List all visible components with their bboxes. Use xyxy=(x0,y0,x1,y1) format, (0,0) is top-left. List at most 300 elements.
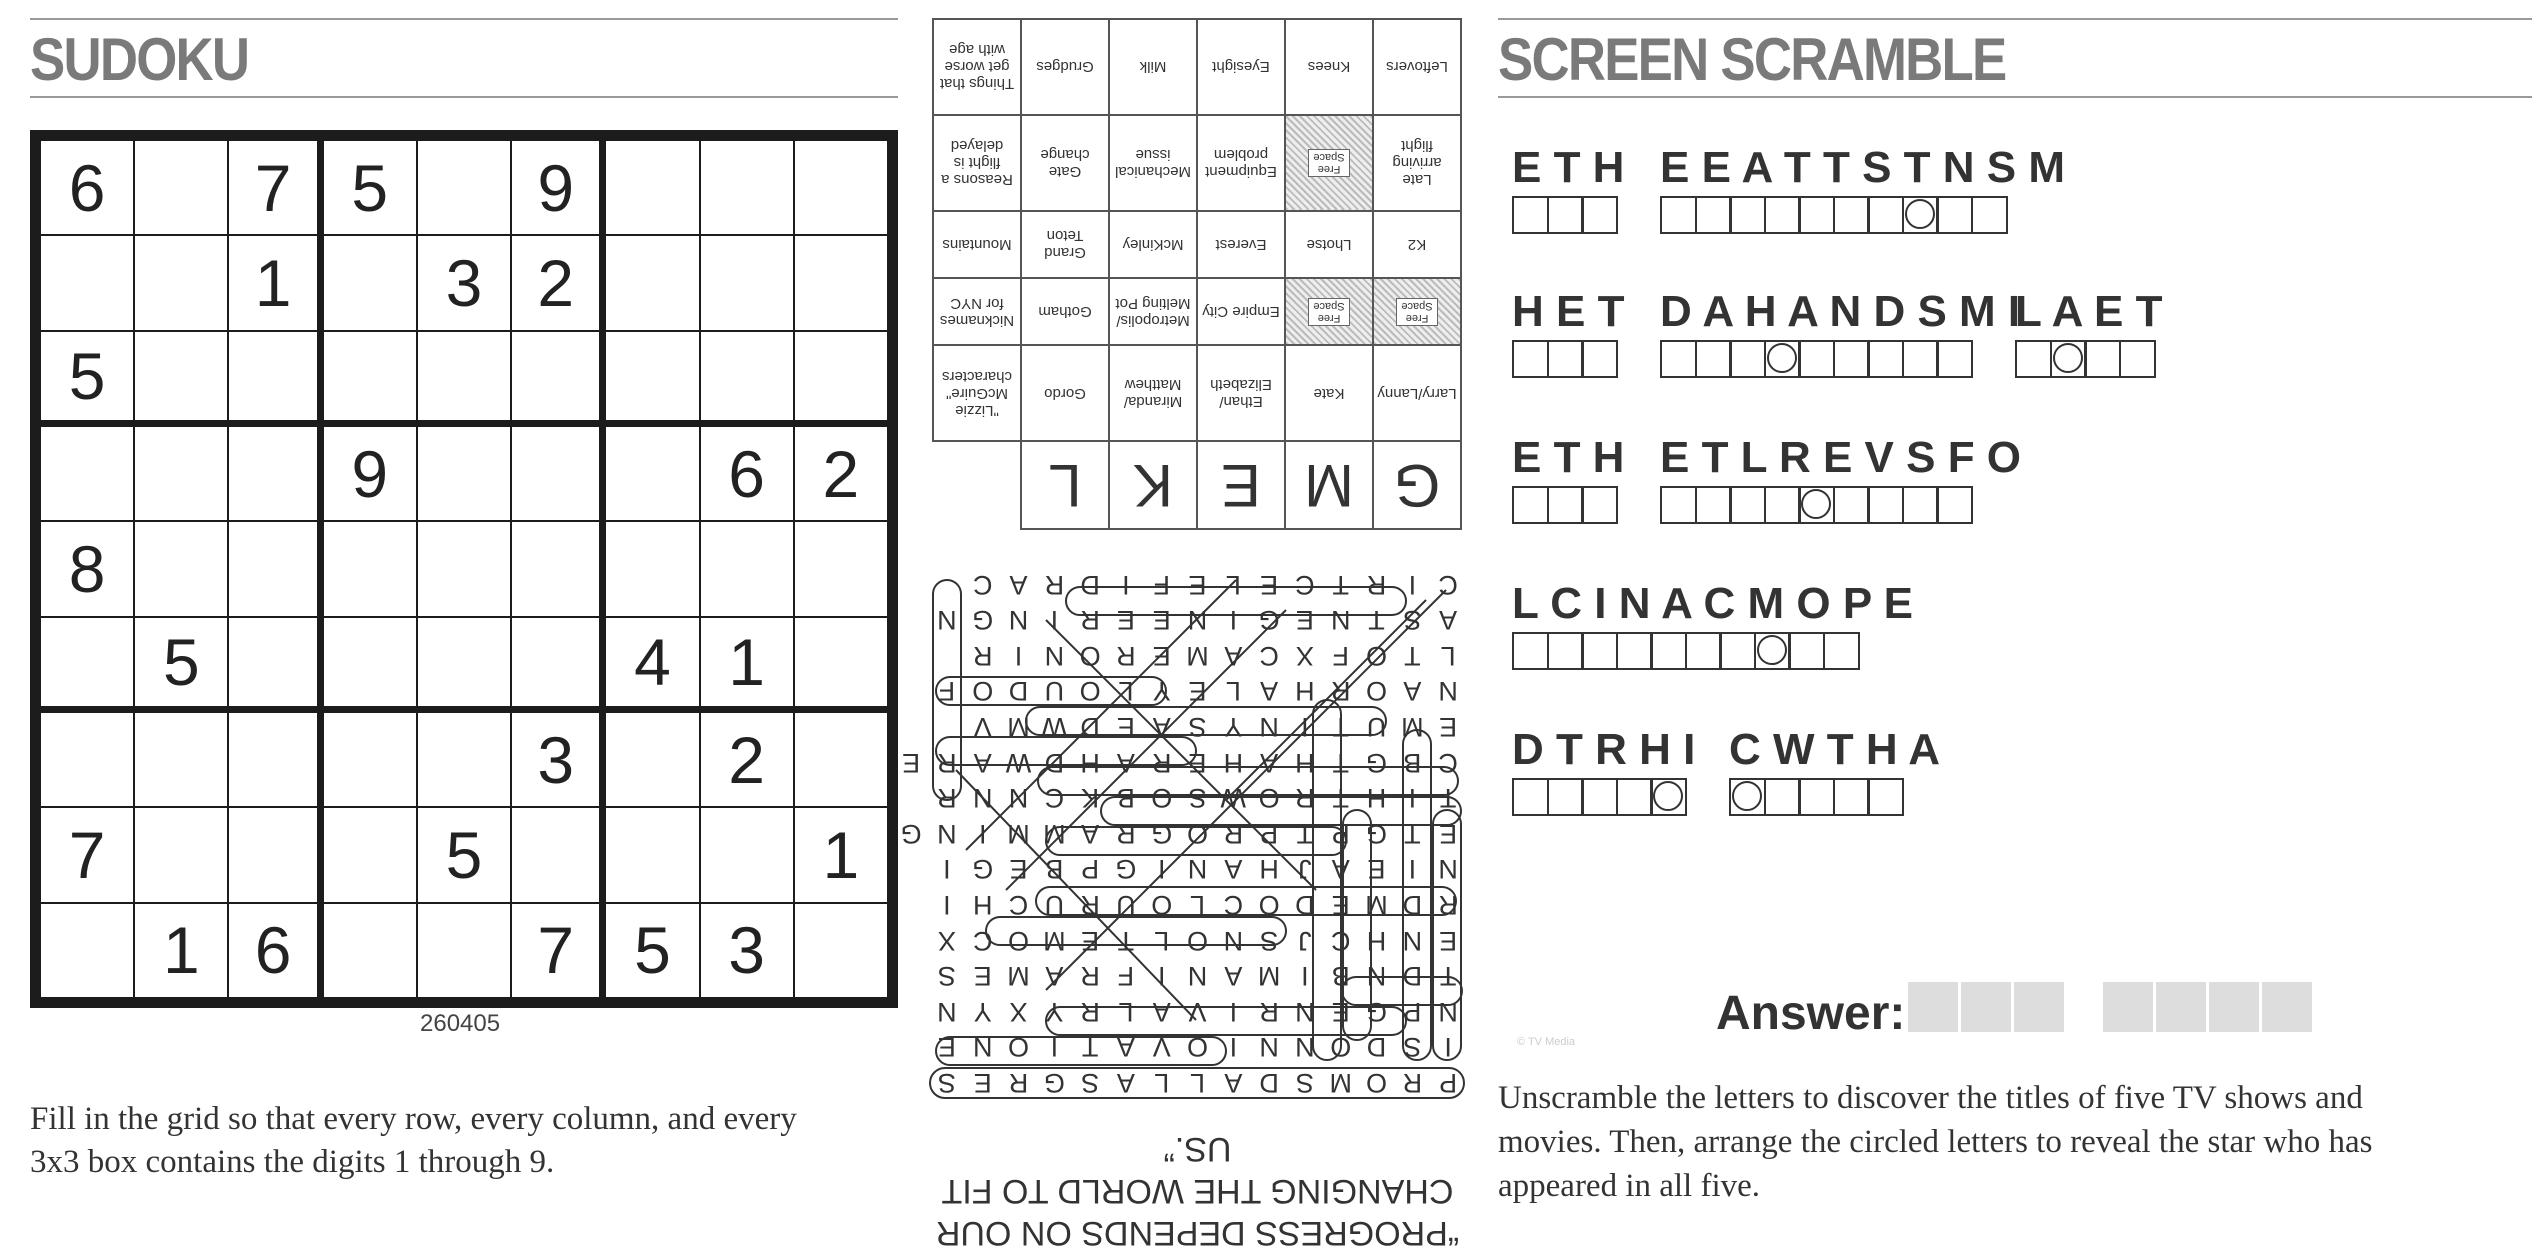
ws-letter: N xyxy=(1008,783,1029,814)
sudoku-cell[interactable] xyxy=(794,712,888,807)
sudoku-cell[interactable] xyxy=(794,140,888,235)
letter-box[interactable] xyxy=(2119,340,2156,378)
bingo-cell: Gate change xyxy=(1021,115,1109,211)
letter-box[interactable] xyxy=(1729,340,1766,378)
letter-box[interactable] xyxy=(1695,340,1732,378)
sudoku-cell[interactable] xyxy=(134,140,228,235)
circled-letter-box[interactable] xyxy=(1764,340,1801,378)
sudoku-cell[interactable] xyxy=(228,617,322,712)
sudoku-cell[interactable] xyxy=(511,807,605,902)
ws-letter: N xyxy=(1259,712,1279,742)
ws-letter: R xyxy=(972,640,993,671)
bingo-header-letter: K xyxy=(1109,441,1197,529)
ws-letter: N xyxy=(1187,605,1208,636)
ws-letter: I xyxy=(1408,854,1417,885)
scramble-instructions xyxy=(1498,1076,2372,1208)
ws-letter: O xyxy=(1366,676,1388,707)
ws-letter: Y xyxy=(973,996,992,1027)
sudoku-cell[interactable] xyxy=(794,903,888,998)
ws-letter: R xyxy=(1151,747,1172,778)
letter-box[interactable] xyxy=(1719,632,1756,670)
ws-letter: N xyxy=(1295,1032,1315,1063)
ws-letter: P xyxy=(1081,854,1100,885)
ws-letter: M xyxy=(1007,712,1030,742)
scrambled-letters: E T L R E V S F O xyxy=(1660,433,2022,482)
answer-box[interactable] xyxy=(1908,982,1958,1032)
ws-letter: N xyxy=(972,783,993,814)
sudoku-cell[interactable] xyxy=(794,521,888,616)
sudoku-cell[interactable]: 2 xyxy=(700,712,794,807)
ws-letter: C xyxy=(1259,640,1279,671)
sudoku-cell[interactable]: 7 xyxy=(511,903,605,998)
bingo-cell: Knees xyxy=(1285,19,1373,115)
ws-letter: L xyxy=(1440,640,1456,671)
ws-letter: O xyxy=(1258,890,1280,920)
letter-box[interactable] xyxy=(2084,340,2121,378)
ws-letter: S xyxy=(1188,783,1207,814)
ws-letter: R xyxy=(937,783,957,814)
letter-box[interactable] xyxy=(1788,632,1825,670)
letter-box[interactable] xyxy=(1867,196,1904,234)
sudoku-cell[interactable]: 8 xyxy=(40,521,134,616)
letter-box[interactable] xyxy=(1764,486,1801,524)
sudoku-cell[interactable] xyxy=(605,331,699,426)
ws-letter: R xyxy=(1438,890,1458,920)
scramble-title: SCREEN SCRAMBLE xyxy=(1498,26,2006,93)
sudoku-cell[interactable] xyxy=(605,235,699,330)
sudoku-cell[interactable] xyxy=(700,140,794,235)
sudoku-cell[interactable] xyxy=(794,235,888,330)
letter-box[interactable] xyxy=(1936,486,1973,524)
ws-letter: O xyxy=(972,676,994,707)
ws-letter: L xyxy=(1190,890,1206,920)
letter-box[interactable] xyxy=(1936,196,1973,234)
ws-letter: G xyxy=(1366,818,1388,849)
sudoku-cell[interactable] xyxy=(700,521,794,616)
letter-box[interactable] xyxy=(1823,632,1860,670)
ws-letter: D xyxy=(1044,747,1065,778)
ws-letter: R xyxy=(1295,783,1315,814)
sudoku-cell[interactable]: 1 xyxy=(700,617,794,712)
sudoku-cell[interactable] xyxy=(511,521,605,616)
letter-box[interactable] xyxy=(1833,196,1870,234)
sudoku-cell[interactable]: 1 xyxy=(228,235,322,330)
ws-letter: N xyxy=(1259,1032,1279,1063)
sudoku-cell[interactable]: 5 xyxy=(40,331,134,426)
ws-letter: O xyxy=(1187,818,1209,849)
ws-letter: A xyxy=(1116,747,1135,778)
sudoku-cell[interactable] xyxy=(40,712,134,807)
ws-letter: M xyxy=(1365,890,1388,920)
ws-letter: L xyxy=(1118,676,1134,707)
scramble-word xyxy=(1660,143,2065,234)
sudoku-cell[interactable] xyxy=(511,426,605,521)
word-search-quote xyxy=(915,1128,1480,1254)
circled-letter-box[interactable] xyxy=(1650,778,1687,816)
letter-box[interactable] xyxy=(1685,632,1722,670)
ws-letter: E xyxy=(1081,925,1100,956)
letter-box[interactable] xyxy=(1616,778,1653,816)
letter-box[interactable] xyxy=(1971,196,2008,234)
sudoku-cell[interactable]: 7 xyxy=(228,140,322,235)
ws-letter: B xyxy=(1116,783,1135,814)
sudoku-cell[interactable] xyxy=(323,712,417,807)
ws-letter: Y xyxy=(1045,996,1064,1027)
sudoku-cell[interactable] xyxy=(605,140,699,235)
letter-box[interactable] xyxy=(1729,486,1766,524)
letter-box[interactable] xyxy=(1695,196,1732,234)
sudoku-instructions xyxy=(30,1098,797,1184)
ws-letter: X xyxy=(1009,996,1028,1027)
letter-box[interactable] xyxy=(1936,340,1973,378)
letter-box[interactable] xyxy=(1512,196,1549,234)
ws-letter: Y xyxy=(1224,712,1243,742)
sudoku-cell[interactable] xyxy=(134,235,228,330)
ws-letter: W xyxy=(1041,712,1068,742)
scramble-word xyxy=(1660,287,2021,378)
sudoku-cell[interactable] xyxy=(134,712,228,807)
scramble-word xyxy=(1512,433,1625,524)
sudoku-cell[interactable] xyxy=(134,331,228,426)
free-space-label: Free Space xyxy=(1396,298,1437,326)
ws-letter: T xyxy=(1404,818,1421,849)
sudoku-cell[interactable] xyxy=(417,426,511,521)
ws-highlight xyxy=(1066,587,1406,615)
letter-box[interactable] xyxy=(1660,340,1697,378)
ws-letter: E xyxy=(973,1068,992,1098)
ws-letter: E xyxy=(1439,712,1458,742)
ws-letter: G xyxy=(1258,605,1280,636)
letter-box[interactable] xyxy=(1650,632,1687,670)
answer-box[interactable] xyxy=(2103,982,2153,1032)
bingo-cell xyxy=(1285,278,1373,345)
sudoku-cell[interactable] xyxy=(794,331,888,426)
letter-box[interactable] xyxy=(1833,486,1870,524)
letter-box[interactable] xyxy=(1581,632,1618,670)
bingo-cell xyxy=(1373,278,1461,345)
sudoku-cell[interactable] xyxy=(228,331,322,426)
sudoku-cell[interactable] xyxy=(700,331,794,426)
sudoku-cell[interactable]: 2 xyxy=(794,426,888,521)
ws-letter: D xyxy=(1402,890,1423,920)
sudoku-cell[interactable] xyxy=(40,235,134,330)
sudoku-cell[interactable]: 6 xyxy=(700,426,794,521)
sudoku-cell[interactable] xyxy=(134,521,228,616)
ws-letter: N xyxy=(1438,854,1458,885)
sudoku-cell[interactable]: 4 xyxy=(605,617,699,712)
ws-letter: E xyxy=(1439,818,1458,849)
scrambled-letters: D T R H I xyxy=(1512,725,1696,774)
ws-letter: E xyxy=(1116,712,1135,742)
ws-letter: C xyxy=(1008,890,1029,920)
sudoku-cell[interactable] xyxy=(228,426,322,521)
letter-box[interactable] xyxy=(1547,340,1584,378)
ws-letter: I xyxy=(1122,569,1130,600)
sudoku-cell[interactable] xyxy=(605,521,699,616)
letter-box[interactable] xyxy=(1616,632,1653,670)
letter-box[interactable] xyxy=(1798,340,1835,378)
sudoku-cell[interactable] xyxy=(323,807,417,902)
letter-box[interactable] xyxy=(1547,196,1584,234)
scramble-word xyxy=(1660,433,2022,524)
ws-letter: H xyxy=(1080,747,1100,778)
letter-box[interactable] xyxy=(1581,340,1618,378)
letter-box[interactable] xyxy=(1833,778,1870,816)
bingo-cell: Lhotse xyxy=(1285,211,1373,278)
bingo-cell: Grudges xyxy=(1021,19,1109,115)
sudoku-cell[interactable]: 5 xyxy=(417,807,511,902)
ws-letter: H xyxy=(972,890,993,920)
sudoku-cell[interactable] xyxy=(417,903,511,998)
ws-letter: C xyxy=(972,569,993,600)
sudoku-cell[interactable] xyxy=(40,426,134,521)
circled-letter-box[interactable] xyxy=(1798,486,1835,524)
sudoku-cell[interactable]: 9 xyxy=(323,426,417,521)
letter-box[interactable] xyxy=(1695,486,1732,524)
ws-letter: B xyxy=(1045,854,1064,885)
ws-letter: M xyxy=(1043,925,1066,956)
ws-letter: G xyxy=(972,854,994,885)
answer-box[interactable] xyxy=(2014,982,2064,1032)
ws-letter: T xyxy=(1081,1032,1099,1063)
ws-highlight xyxy=(936,677,1166,705)
bingo-cell: Gordo xyxy=(1021,345,1109,441)
ws-letter: M xyxy=(1007,961,1030,992)
ws-letter: O xyxy=(1366,640,1388,671)
sudoku-cell[interactable] xyxy=(417,331,511,426)
sudoku-cell[interactable] xyxy=(605,712,699,807)
ws-letter: O xyxy=(1079,640,1101,671)
ws-letter: D xyxy=(1366,1032,1387,1063)
letter-box[interactable] xyxy=(1764,778,1801,816)
word-search xyxy=(900,566,1466,1100)
ws-letter: U xyxy=(1044,890,1065,920)
scramble-instructions-line2: movies. Then, arrange the circled letters to reveal the star who has xyxy=(1498,1124,2373,1160)
letter-box[interactable] xyxy=(1798,196,1835,234)
ws-letter: O xyxy=(1008,1032,1030,1063)
letter-box[interactable] xyxy=(1581,778,1618,816)
sudoku-cell[interactable] xyxy=(417,712,511,807)
letter-box[interactable] xyxy=(1547,778,1584,816)
ws-letter: O xyxy=(1151,890,1173,920)
scramble-instructions-line3: appeared in all five. xyxy=(1498,1168,1761,1204)
scramble-word xyxy=(1512,579,1913,670)
bingo-cell: Reasons a flight is delayed xyxy=(933,115,1021,211)
sudoku-cell[interactable]: 6 xyxy=(40,140,134,235)
bingo-cell: Things that get worse with age xyxy=(933,19,1021,115)
ws-letter: R xyxy=(1116,640,1136,671)
letter-box[interactable] xyxy=(2015,340,2052,378)
ws-letter: I xyxy=(943,854,951,885)
ws-letter: L xyxy=(1154,925,1170,956)
sudoku-title-rule xyxy=(30,96,898,98)
quote-line2: CHANGING THE WORLD TO FIT US.” xyxy=(941,1130,1454,1210)
sudoku-cell[interactable] xyxy=(700,807,794,902)
ws-letter: L xyxy=(1154,1068,1170,1098)
ws-letter: O xyxy=(1079,676,1101,707)
letter-box[interactable] xyxy=(1798,778,1835,816)
sudoku-cell[interactable] xyxy=(323,331,417,426)
letter-box[interactable] xyxy=(1902,486,1939,524)
letter-box[interactable] xyxy=(1581,196,1618,234)
ws-letter: C xyxy=(972,925,993,956)
sudoku-cell[interactable] xyxy=(700,235,794,330)
bingo-cell: Equipment problem xyxy=(1197,115,1285,211)
ws-letter: I xyxy=(1301,961,1309,992)
sudoku-cell[interactable] xyxy=(511,331,605,426)
ws-letter: D xyxy=(1295,890,1315,920)
bingo-cell: Eyesight xyxy=(1197,19,1285,115)
answer-box[interactable] xyxy=(1961,982,2011,1032)
sudoku-cell[interactable] xyxy=(228,807,322,902)
ws-letter: A xyxy=(1116,1068,1135,1098)
letter-box[interactable] xyxy=(1547,486,1584,524)
ws-letter: E xyxy=(1188,747,1207,778)
letter-box[interactable] xyxy=(1833,340,1870,378)
ws-letter: E xyxy=(1439,925,1458,956)
ws-letter: N xyxy=(1044,640,1065,671)
ws-letter: A xyxy=(1081,818,1100,849)
sudoku-cell[interactable] xyxy=(228,521,322,616)
letter-box[interactable] xyxy=(1512,486,1549,524)
ws-letter: X xyxy=(937,925,956,956)
sudoku-cell[interactable]: 5 xyxy=(323,140,417,235)
letter-box[interactable] xyxy=(1660,196,1697,234)
ws-letter: I xyxy=(1229,605,1238,636)
bingo-cell: Mountains xyxy=(933,211,1021,278)
ws-letter: T xyxy=(1439,961,1457,992)
sudoku-cell[interactable]: 9 xyxy=(511,140,605,235)
letter-box[interactable] xyxy=(1512,632,1549,670)
quote-line1: “PROGRESS DEPENDS ON OUR xyxy=(935,1214,1460,1252)
sudoku-cell[interactable] xyxy=(323,521,417,616)
ws-letter: T xyxy=(1404,640,1421,671)
sudoku-cell[interactable] xyxy=(605,426,699,521)
letter-box[interactable] xyxy=(1512,778,1549,816)
ws-letter: I xyxy=(1408,783,1417,814)
sudoku-cell[interactable]: 2 xyxy=(511,235,605,330)
ws-letter: C xyxy=(1223,890,1244,920)
ws-letter: I xyxy=(1157,961,1166,992)
ws-letter: B xyxy=(1331,961,1350,992)
bingo-header-letter: E xyxy=(1197,441,1285,529)
sudoku-cell[interactable] xyxy=(511,617,605,712)
circled-letter-box[interactable] xyxy=(1729,778,1766,816)
sudoku-cell[interactable] xyxy=(417,617,511,712)
ws-letter: I xyxy=(1229,996,1238,1027)
ws-letter: C xyxy=(1330,925,1351,956)
ws-letter: F xyxy=(1332,640,1349,671)
ws-letter: U xyxy=(1044,676,1065,707)
letter-box[interactable] xyxy=(1581,486,1618,524)
bingo-header-letter: G xyxy=(1373,441,1461,529)
letter-box[interactable] xyxy=(1512,340,1549,378)
ws-letter: W xyxy=(1005,747,1032,778)
bingo-header-letter: L xyxy=(1021,441,1109,529)
ws-letter: E xyxy=(1188,569,1207,600)
sudoku-cell[interactable] xyxy=(323,617,417,712)
letter-box[interactable] xyxy=(1867,778,1904,816)
ws-letter: S xyxy=(1295,1068,1314,1098)
ws-letter: N xyxy=(1295,996,1315,1027)
sudoku-cell[interactable]: 5 xyxy=(134,617,228,712)
sudoku-cell[interactable] xyxy=(417,521,511,616)
bingo-cell: Late arriving flight xyxy=(1373,115,1461,211)
ws-letter: T xyxy=(1439,783,1457,814)
ws-letter: N xyxy=(1223,925,1244,956)
sudoku-cell[interactable]: 6 xyxy=(228,903,322,998)
letter-box[interactable] xyxy=(1867,486,1904,524)
free-space-label: Free Space xyxy=(1308,149,1349,177)
sudoku-cell[interactable] xyxy=(323,235,417,330)
letter-box[interactable] xyxy=(1867,340,1904,378)
sudoku-cell[interactable]: 1 xyxy=(794,807,888,902)
ws-letter: J xyxy=(1298,925,1312,956)
ws-letter: O xyxy=(1366,1068,1388,1098)
sudoku-cell[interactable] xyxy=(605,807,699,902)
ws-letter: V xyxy=(1188,996,1207,1027)
sudoku-cell[interactable]: 1 xyxy=(134,903,228,998)
bingo-corner xyxy=(933,441,1021,529)
sudoku-cell[interactable] xyxy=(323,903,417,998)
ws-letter: Y xyxy=(1152,676,1171,707)
sudoku-cell[interactable] xyxy=(794,617,888,712)
ws-letter: R xyxy=(1080,605,1100,636)
letter-box[interactable] xyxy=(1764,196,1801,234)
ws-letter: F xyxy=(938,676,956,707)
ws-highlight xyxy=(1403,730,1431,1060)
answer-box[interactable] xyxy=(2156,982,2206,1032)
ws-letter: N xyxy=(1438,996,1458,1027)
ws-letter: H xyxy=(1366,783,1387,814)
circled-letter-box[interactable] xyxy=(2050,340,2087,378)
sudoku-cell[interactable]: 3 xyxy=(417,235,511,330)
ws-letter: O xyxy=(1151,783,1173,814)
letter-box[interactable] xyxy=(1902,340,1939,378)
sudoku-cell[interactable]: 3 xyxy=(700,903,794,998)
sudoku-cell[interactable] xyxy=(134,807,228,902)
ws-letter: I xyxy=(1444,1032,1452,1063)
ws-letter: R xyxy=(1080,961,1100,992)
letter-box[interactable] xyxy=(1547,632,1584,670)
sudoku-cell[interactable] xyxy=(228,712,322,807)
sudoku-instructions-line1: Fill in the grid so that every row, every column, and every xyxy=(30,1101,797,1137)
ws-letter: A xyxy=(1439,605,1458,636)
letter-box[interactable] xyxy=(1729,196,1766,234)
sudoku-cell[interactable] xyxy=(40,903,134,998)
ws-letter: T xyxy=(1332,747,1349,778)
ws-letter: D xyxy=(1259,1068,1279,1098)
bingo-cell: Gotham xyxy=(1021,278,1109,345)
answer-box[interactable] xyxy=(2262,982,2312,1032)
ws-highlight xyxy=(1006,610,1286,890)
sudoku-cell[interactable] xyxy=(40,617,134,712)
circled-letter-box[interactable] xyxy=(1902,196,1939,234)
sudoku-cell[interactable]: 7 xyxy=(40,807,134,902)
ws-letter: O xyxy=(1008,925,1030,956)
answer-box[interactable] xyxy=(2209,982,2259,1032)
letter-box[interactable] xyxy=(1660,486,1697,524)
circled-letter-box[interactable] xyxy=(1754,632,1791,670)
sudoku-cell[interactable] xyxy=(134,426,228,521)
ws-letter: N xyxy=(937,818,957,849)
ws-letter: H xyxy=(1295,747,1315,778)
sudoku-cell[interactable]: 3 xyxy=(511,712,605,807)
bingo-cell: McKinley xyxy=(1109,211,1197,278)
sudoku-cell[interactable] xyxy=(417,140,511,235)
sudoku-cell[interactable]: 5 xyxy=(605,903,699,998)
scrambled-letters: H E T xyxy=(1512,287,1625,336)
